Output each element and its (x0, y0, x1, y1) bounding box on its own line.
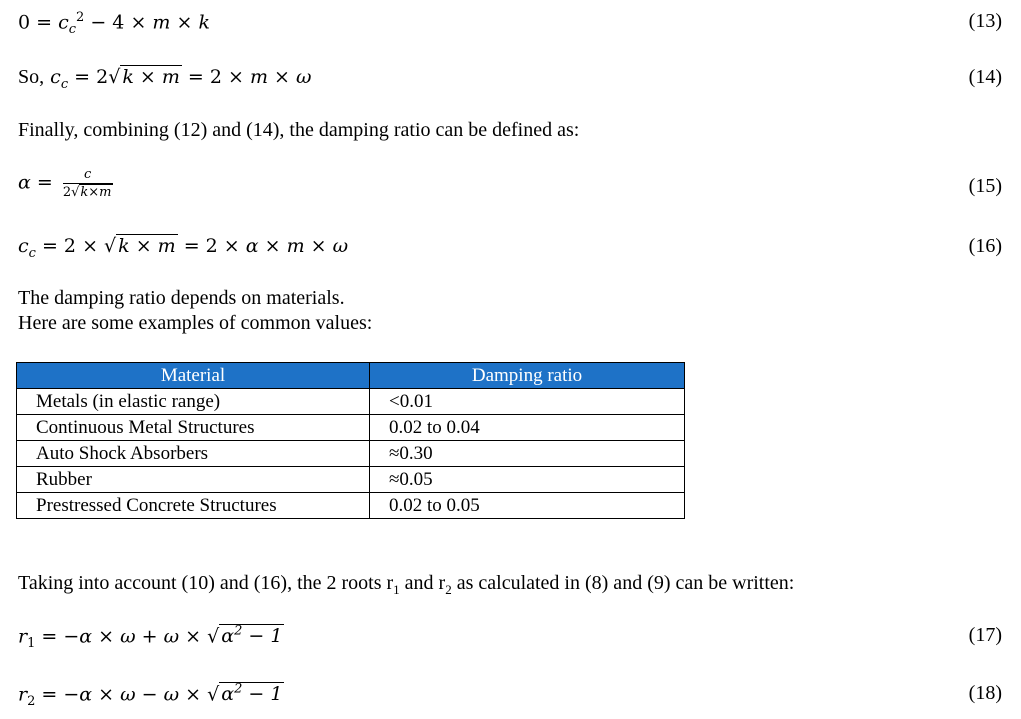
equation-number: (15) (968, 175, 1002, 197)
table-row (17, 415, 685, 441)
equation-15 (18, 167, 1002, 205)
equation-16-formula: $c_c = 2$ × √ k × m = 2 × α × m × ω (18, 235, 349, 261)
equation-16 (18, 235, 1002, 265)
material-cell: Prestressed Concrete Structures (17, 493, 370, 519)
damping-value-cell: ≈0.30 (370, 441, 685, 467)
equation-18 (18, 682, 1002, 712)
paragraph-examples: Here are some examples of common values: (18, 312, 373, 334)
table-header-row (17, 363, 685, 389)
paragraph-roots: Taking into account (10) and (16), the 2 roots $r_1$ and $r_2$ as calculated in (8) and (9) can be written: (18, 572, 795, 597)
equation-number: (14) (968, 66, 1002, 88)
paragraph-damping-materials: The damping ratio depends on materials. (18, 287, 345, 309)
damping-value-cell: 0.02 to 0.05 (370, 493, 685, 519)
table-row (17, 493, 685, 519)
material-cell: Metals (in elastic range) (17, 389, 370, 415)
material-cell: Continuous Metal Structures (17, 415, 370, 441)
equation-15-formula: α = $\frac{c}{2√k\times m}$ (18, 167, 112, 200)
equation-14-formula: So, $c_c = 2√$ k × m = 2 × m × ω (18, 66, 312, 92)
equation-number: (17) (968, 624, 1002, 646)
equation-18-formula: $r_2 = -\alpha \times \omega - \omega$ × √ $\alpha^2 - 1$ (18, 682, 283, 710)
column-header-material: Material (17, 363, 370, 389)
damping-ratio-table (16, 362, 685, 519)
material-cell: Rubber (17, 467, 370, 493)
table-row (17, 467, 685, 493)
equation-17 (18, 624, 1002, 654)
equation-number: (18) (968, 682, 1002, 704)
table-row (17, 389, 685, 415)
equation-17-formula: $r_1 = -\alpha \times \omega + \omega$ × √ $\alpha^2 - 1$ (18, 624, 283, 652)
equation-13-formula: $0 = c_c^2 - 4 \times m \times k$ (18, 10, 210, 38)
equation-number: (16) (968, 235, 1002, 257)
column-header-damping-ratio: Damping ratio (370, 363, 685, 389)
damping-value-cell: ≈0.05 (370, 467, 685, 493)
equation-13 (18, 10, 1002, 40)
equation-number: (13) (968, 10, 1002, 32)
table-row (17, 441, 685, 467)
paragraph-damping-definition: Finally, combining (12) and (14), the damping ratio can be defined as: (18, 119, 580, 141)
equation-14 (18, 66, 1002, 96)
damping-value-cell: <0.01 (370, 389, 685, 415)
material-cell: Auto Shock Absorbers (17, 441, 370, 467)
damping-value-cell: 0.02 to 0.04 (370, 415, 685, 441)
